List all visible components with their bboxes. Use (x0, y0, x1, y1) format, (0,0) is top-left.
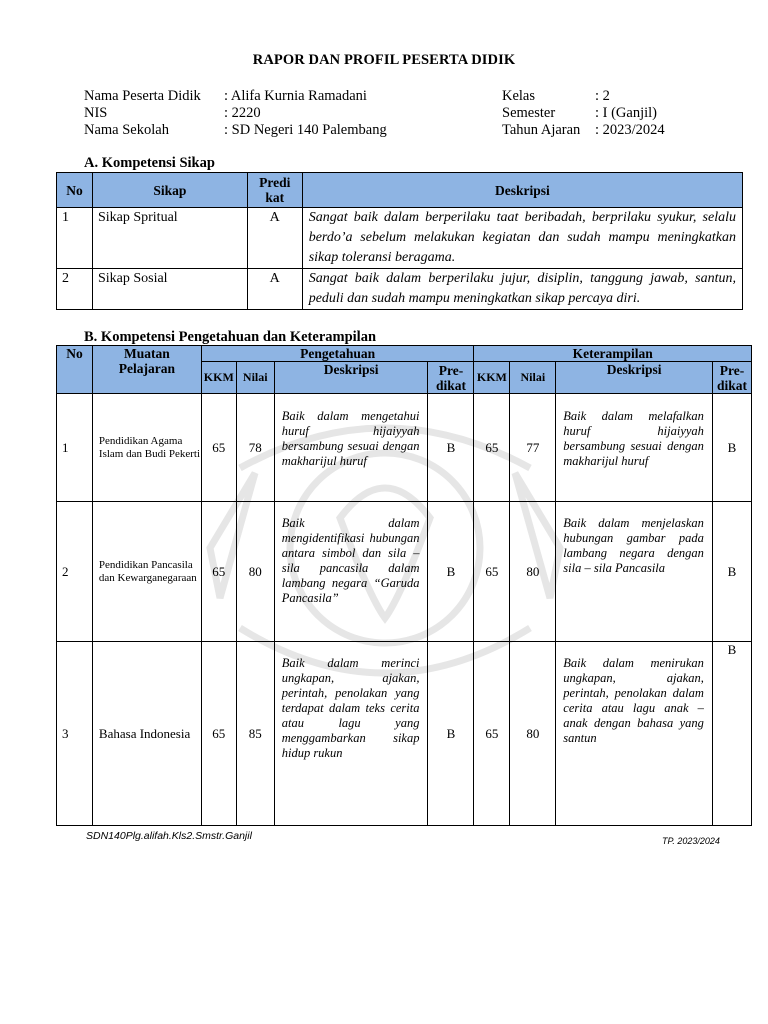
header-predikat (247, 173, 302, 208)
header-no: No (57, 173, 93, 208)
header-k-predikat-line1: Pre- (719, 362, 745, 378)
identity-row-semester (502, 105, 665, 122)
header-k-kkm: KKM (474, 362, 510, 394)
header-muatan-line1: Muatan (123, 346, 170, 361)
label-nis: NIS (84, 105, 108, 121)
header-no: No (57, 346, 93, 394)
table-row (57, 394, 752, 502)
cell-p-deskripsi: Baik dalam mengetahui huruf hijaiyyah bersambung sesuai dengan makharijul huruf (274, 394, 428, 502)
cell-k-kkm: 65 (474, 502, 510, 642)
identity-row-year (502, 122, 665, 139)
cell-p-predikat: B (428, 502, 474, 642)
page-title: RAPOR DAN PROFIL PESERTA DIDIK (252, 52, 516, 68)
cell-k-kkm: 65 (474, 394, 510, 502)
header-p-predikat-line1: Pre- (438, 362, 464, 378)
label-school: Nama Sekolah (84, 122, 169, 138)
knowledge-skills-table (56, 345, 752, 826)
identity-row-class (502, 88, 665, 105)
cell-no: 1 (57, 208, 93, 269)
cell-k-kkm: 65 (474, 642, 510, 826)
header-keterampilan: Keterampilan (474, 346, 752, 362)
header-pengetahuan: Pengetahuan (201, 346, 474, 362)
cell-deskripsi: Sangat baik dalam berperilaku taat beribadah, berprilaku syukur, selalu berdo’a sebelum melakukan kegiatan dan sudah mampu meningkatkan sikap toleransi beragama. (302, 208, 742, 269)
value-class: : 2 (595, 88, 610, 104)
header-muatan (92, 346, 201, 394)
cell-k-predikat: B (712, 394, 751, 502)
cell-sikap: Sikap Sosial (92, 269, 247, 310)
knowledge-header-row-1 (57, 346, 752, 362)
identity-left (84, 88, 387, 139)
identity-row-school (84, 122, 387, 139)
cell-p-nilai: 78 (236, 394, 274, 502)
cell-sikap: Sikap Spritual (92, 208, 247, 269)
cell-k-nilai: 77 (510, 394, 556, 502)
cell-p-predikat: B (428, 642, 474, 826)
cell-k-nilai: 80 (510, 502, 556, 642)
table-row (57, 642, 752, 826)
identity-row-nis (84, 105, 387, 122)
header-sikap: Sikap (92, 173, 247, 208)
cell-p-nilai: 80 (236, 502, 274, 642)
value-school: : SD Negeri 140 Palembang (224, 122, 387, 138)
cell-no: 2 (57, 502, 93, 642)
cell-no: 1 (57, 394, 93, 502)
cell-no: 2 (57, 269, 93, 310)
cell-deskripsi: Sangat baik dalam berperilaku jujur, disiplin, tanggung jawab, santun, peduli dan sudah mampu meningkatkan sikap percaya diri. (302, 269, 742, 310)
cell-predikat: A (247, 208, 302, 269)
attitude-table (56, 172, 743, 310)
cell-mapel: Pendidikan Pancasila dan Kewarganegaraan (92, 502, 201, 642)
header-p-kkm: KKM (201, 362, 236, 394)
attitude-header-row (57, 173, 743, 208)
cell-mapel: Bahasa Indonesia (92, 642, 201, 826)
footer-school-year: TP. 2023/2024 (662, 836, 720, 846)
value-year: : 2023/2024 (595, 122, 665, 138)
label-year: Tahun Ajaran (502, 122, 581, 138)
label-student-name: Nama Peserta Didik (84, 88, 201, 104)
cell-k-deskripsi: Baik dalam melafalkan huruf hijaiyyah bersambung sesuai dengan makharijul huruf (556, 394, 713, 502)
header-deskripsi: Deskripsi (302, 173, 742, 208)
identity-row-name (84, 88, 387, 105)
header-muatan-line2: Pelajaran (118, 361, 175, 376)
header-p-deskripsi: Deskripsi (274, 362, 428, 394)
cell-no: 3 (57, 642, 93, 826)
cell-k-deskripsi: Baik dalam menirukan ungkapan, ajakan, perintah, penolakan dalam cerita atau lagu anak – anak dengan bahasa yang santun (556, 642, 713, 826)
label-semester: Semester (502, 105, 556, 121)
header-predikat-line1: Predi (259, 175, 291, 190)
header-k-predikat (712, 362, 751, 394)
cell-k-nilai: 80 (510, 642, 556, 826)
cell-p-deskripsi: Baik dalam merinci ungkapan, ajakan, perintah, penolakan yang terdapat dalam teks cerita atau lagu yang menggambarkan sikap hidup rukun (274, 642, 428, 826)
cell-k-predikat: B (712, 642, 751, 826)
value-student-name: : Alifa Kurnia Ramadani (224, 88, 367, 104)
cell-p-deskripsi: Baik dalam mengidentifikasi hubungan antara simbol dan sila – sila pancasila dalam lambang negara “Garuda Pancasila” (274, 502, 428, 642)
table-row (57, 208, 743, 269)
identity-right (502, 88, 665, 139)
cell-p-predikat: B (428, 394, 474, 502)
header-predikat-line2: kat (265, 190, 285, 205)
value-semester: : I (Ganjil) (595, 105, 658, 121)
header-k-deskripsi: Deskripsi (556, 362, 713, 394)
section-a-heading: A. Kompetensi Sikap (84, 155, 215, 171)
cell-p-kkm: 65 (201, 394, 236, 502)
cell-p-nilai: 85 (236, 642, 274, 826)
cell-p-kkm: 65 (201, 642, 236, 826)
cell-p-kkm: 65 (201, 502, 236, 642)
header-k-predikat-line2: dikat (716, 377, 747, 393)
header-p-predikat-line2: dikat (435, 377, 466, 393)
value-nis: : 2220 (224, 105, 261, 121)
cell-k-deskripsi: Baik dalam menjelaskan hubungan gambar pada lambang negara dengan sila – sila Pancasila (556, 502, 713, 642)
header-k-nilai: Nilai (510, 362, 556, 394)
header-p-predikat (428, 362, 474, 394)
header-p-nilai: Nilai (236, 362, 274, 394)
footer-document-code: SDN140Plg.alifah.Kls2.Smstr.Ganjil (86, 830, 252, 842)
table-row (57, 269, 743, 310)
cell-predikat: A (247, 269, 302, 310)
cell-k-predikat: B (712, 502, 751, 642)
section-b-heading: B. Kompetensi Pengetahuan dan Keterampilan (84, 329, 377, 345)
table-row (57, 502, 752, 642)
label-class: Kelas (502, 88, 536, 104)
cell-mapel: Pendidikan Agama Islam dan Budi Pekerti (92, 394, 201, 502)
